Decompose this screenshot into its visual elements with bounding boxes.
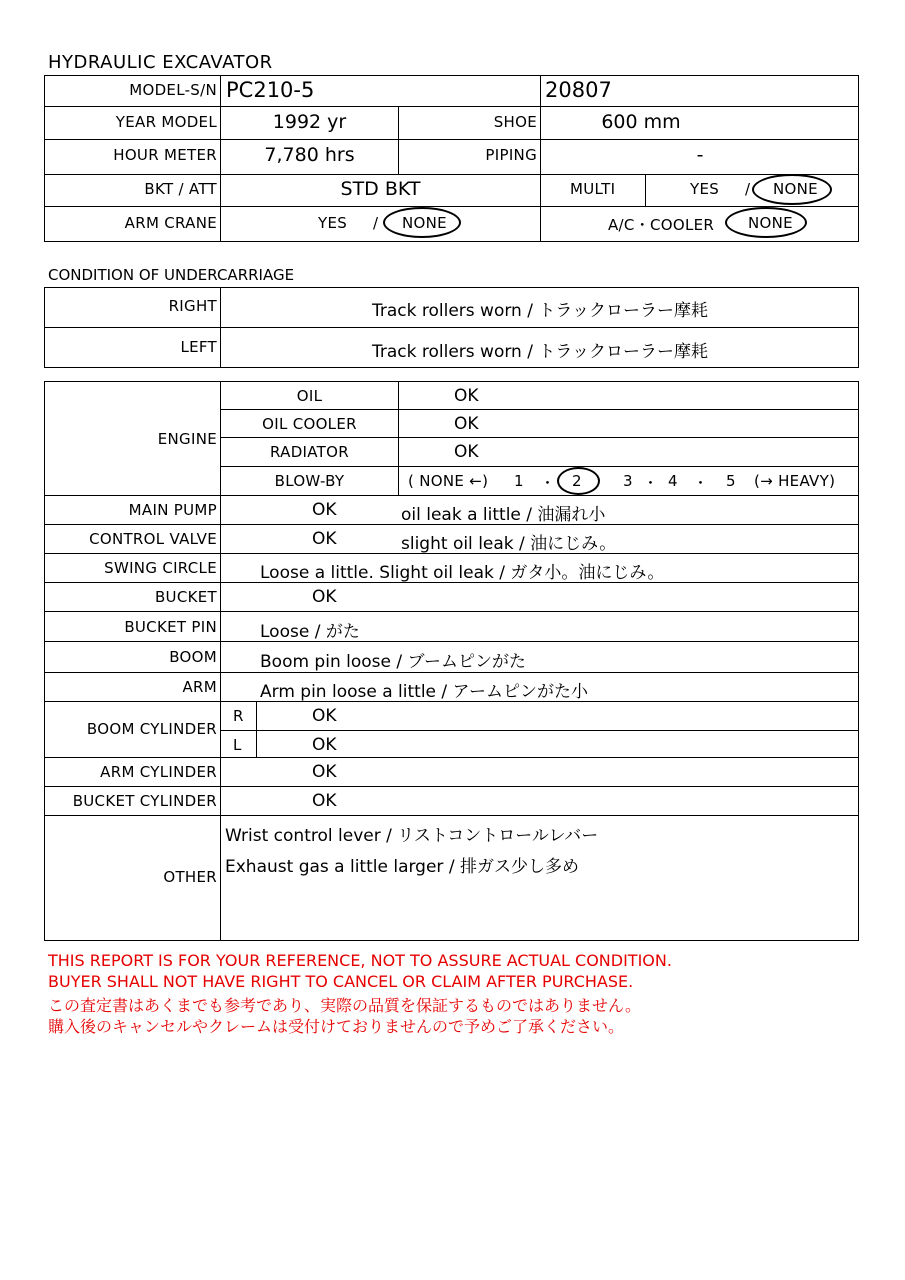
serial-value: 20807: [545, 78, 612, 102]
disclaimer-line-4: 購入後のキャンセルやクレームは受付けておりませんので予めご了承ください。: [48, 1017, 625, 1036]
control-valve-value: OK: [312, 529, 337, 549]
main-pump-value: OK: [312, 500, 337, 520]
model-sn-label: MODEL-S/N: [129, 81, 217, 99]
arm-value: Arm pin loose a little / アームピンがた小: [260, 682, 589, 702]
left-value: Track rollers worn / トラックローラー摩耗: [371, 342, 709, 362]
blow-by-dot4: ・: [693, 474, 709, 492]
other-label: OTHER: [163, 868, 217, 886]
oil-label: OIL: [296, 387, 323, 405]
arm-crane-none: NONE: [402, 214, 447, 232]
boom-cylinder-label: BOOM CYLINDER: [86, 720, 217, 738]
radiator-label: RADIATOR: [270, 443, 349, 461]
arm-crane-label: ARM CRANE: [124, 214, 217, 232]
bkt-att-value: STD BKT: [340, 178, 421, 200]
arm-cylinder-label: ARM CYLINDER: [100, 763, 217, 781]
ac-cooler-label: A/C・COOLER: [608, 216, 715, 234]
radiator-value: OK: [454, 442, 479, 462]
page-title: HYDRAULIC EXCAVATOR: [48, 52, 273, 73]
disclaimer-line-3: この査定書はあくまでも参考であり、実際の品質を保証するものではありません。: [48, 996, 641, 1015]
hour-meter-value: 7,780 hrs: [264, 144, 355, 166]
model-value: PC210-5: [226, 78, 315, 102]
year-value: 1992 yr: [272, 111, 347, 133]
arm-cylinder-value: OK: [312, 762, 337, 782]
multi-slash: /: [745, 180, 751, 198]
bucket-cylinder-value: OK: [312, 791, 337, 811]
engine-label: ENGINE: [157, 430, 217, 448]
bucket-label: BUCKET: [154, 588, 217, 606]
right-value: Track rollers worn / トラックローラー摩耗: [371, 301, 709, 321]
bucket-cylinder-label: BUCKET CYLINDER: [72, 792, 217, 810]
other-line-1: Wrist control lever / リストコントロールレバー: [225, 826, 599, 846]
piping-value: -: [696, 144, 704, 166]
left-label: LEFT: [180, 338, 217, 356]
other-line-2: Exhaust gas a little larger / 排ガス少し多め: [225, 857, 579, 877]
boom-cylinder-l-label: L: [233, 736, 242, 754]
boom-label: BOOM: [169, 648, 217, 666]
shoe-label: SHOE: [493, 113, 537, 131]
boom-value: Boom pin loose / ブームピンがた: [260, 652, 526, 672]
arm-label: ARM: [182, 678, 217, 696]
main-pump-note: oil leak a little / 油漏れ小: [401, 505, 606, 525]
undercarriage-title: CONDITION OF UNDERCARRIAGE: [48, 266, 295, 284]
shoe-value: 600 mm: [601, 111, 681, 133]
boom-cylinder-r-value: OK: [312, 706, 337, 726]
blow-by-dot1: ・: [540, 474, 556, 492]
bucket-value: OK: [312, 587, 337, 607]
oil-cooler-label: OIL COOLER: [262, 415, 357, 433]
arm-crane-slash: /: [373, 214, 379, 232]
oil-value: OK: [454, 386, 479, 406]
year-label: YEAR MODEL: [115, 113, 217, 131]
swing-circle-value: Loose a little. Slight oil leak / ガタ小。油にじみ。: [260, 563, 665, 583]
blow-by-heavy: (→ HEAVY): [754, 472, 836, 490]
blow-by-3: 3: [623, 472, 633, 490]
multi-label: MULTI: [570, 180, 616, 198]
right-label: RIGHT: [168, 297, 217, 315]
blow-by-none: ( NONE ←): [408, 472, 489, 490]
blow-by-2: 2: [572, 472, 582, 490]
bucket-pin-value: Loose / がた: [260, 622, 360, 642]
boom-cylinder-l-value: OK: [312, 735, 337, 755]
blow-by-1: 1: [514, 472, 524, 490]
main-pump-label: MAIN PUMP: [128, 501, 217, 519]
swing-circle-label: SWING CIRCLE: [104, 559, 217, 577]
hour-meter-label: HOUR METER: [113, 146, 217, 164]
multi-yes: YES: [690, 180, 720, 198]
oil-cooler-value: OK: [454, 414, 479, 434]
disclaimer-line-2: BUYER SHALL NOT HAVE RIGHT TO CANCEL OR CLAIM AFTER PURCHASE.: [48, 972, 634, 991]
piping-label: PIPING: [485, 146, 537, 164]
control-valve-label: CONTROL VALVE: [89, 530, 217, 548]
bucket-pin-label: BUCKET PIN: [124, 618, 217, 636]
blow-by-4: 4: [668, 472, 678, 490]
boom-cylinder-r-label: R: [233, 707, 244, 725]
disclaimer-line-1: THIS REPORT IS FOR YOUR REFERENCE, NOT TO ASSURE ACTUAL CONDITION.: [48, 951, 672, 970]
control-valve-note: slight oil leak / 油にじみ。: [401, 534, 617, 554]
bkt-att-label: BKT / ATT: [144, 180, 217, 198]
blow-by-label: BLOW-BY: [274, 472, 345, 490]
multi-none: NONE: [773, 180, 818, 198]
blow-by-5: 5: [726, 472, 736, 490]
blow-by-dot3: ・: [643, 474, 659, 492]
ac-none: NONE: [748, 214, 793, 232]
arm-crane-yes: YES: [318, 214, 348, 232]
